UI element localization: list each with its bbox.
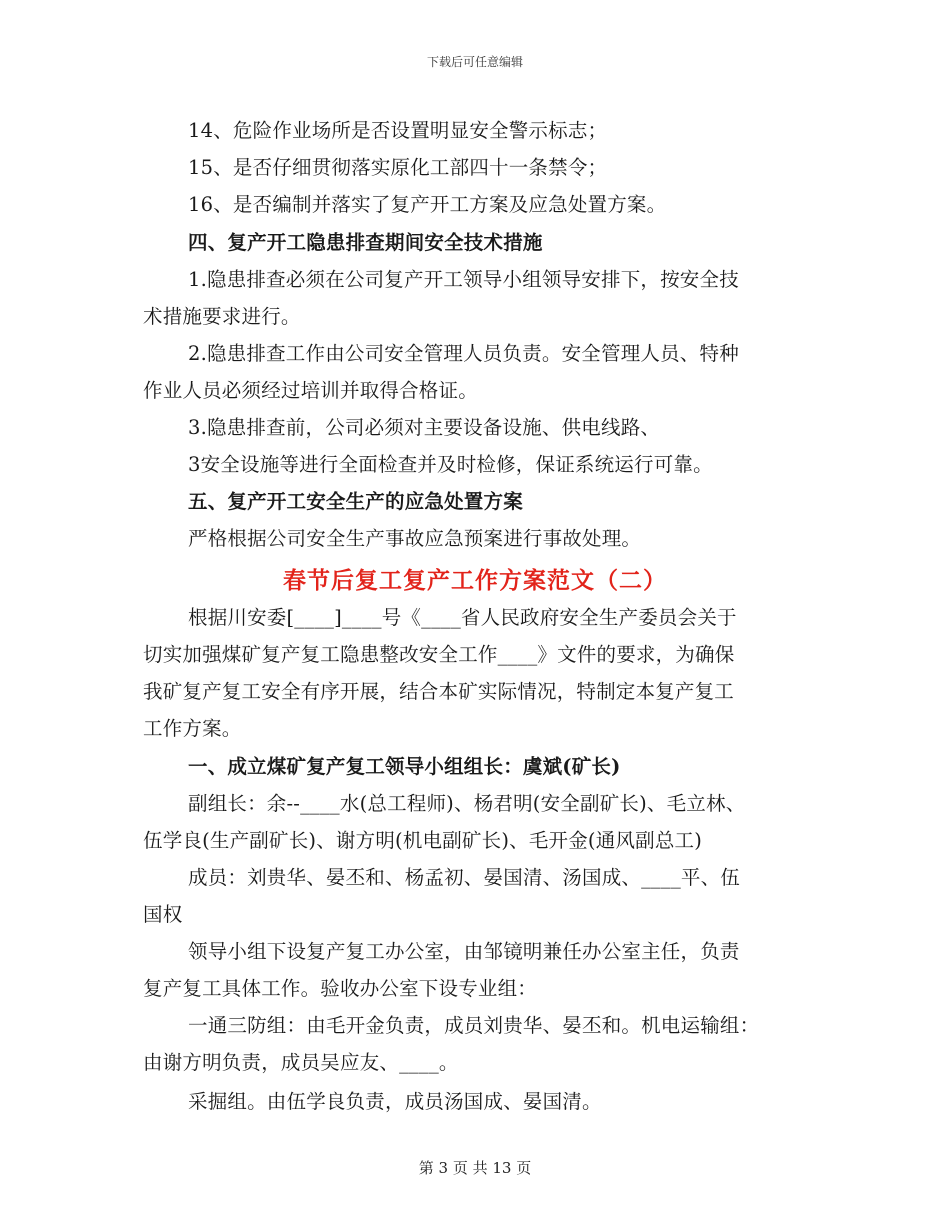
item-15: 15、是否仔细贯彻落实原化工部四十一条禁令；	[188, 156, 608, 179]
header-note: 下载后可任意编辑	[426, 55, 523, 69]
teams-line1: 一通三防组：由毛开金负责，成员刘贵华、晏丕和。机电运输组：	[188, 1014, 760, 1037]
section-four-p1-line2: 术措施要求进行。	[143, 305, 301, 328]
section-four-p3-line1: 3.隐患排查前，公司必须对主要设备设施、供电线路、	[188, 416, 661, 439]
item-14: 14、危险作业场所是否设置明显安全警示标志；	[188, 119, 608, 142]
deputy-line1: 副组长：余--____水(总工程师)、杨君明(安全副矿长)、毛立林、	[188, 792, 746, 815]
section-four-p3-line2: 3安全设施等进行全面检查并及时检修，保证系统运行可靠。	[188, 453, 713, 476]
office-line2: 复产复工具体工作。验收办公室下设专业组：	[143, 977, 538, 1000]
section-four-heading: 四、复产开工隐患排查期间安全技术措施	[188, 231, 543, 254]
intro-line1: 根据川安委[____]____号《____省人民政府安全生产委员会关于	[188, 606, 737, 629]
intro-line2: 切实加强煤矿复产复工隐患整改安全工作____》文件的要求，为确保	[143, 643, 735, 666]
deputy-line2: 伍学良(生产副矿长)、谢方明(机电副矿长)、毛开金(通风副总工)	[143, 829, 703, 852]
teams-line2: 由谢方明负责，成员吴应友、____。	[143, 1051, 459, 1074]
section-four-p2-line1: 2.隐患排查工作由公司安全管理人员负责。安全管理人员、特种	[188, 342, 739, 365]
members-line2: 国权	[143, 903, 183, 926]
group-heading: 一、成立煤矿复产复工领导小组组长：虞斌(矿长)	[188, 755, 621, 778]
office-line1: 领导小组下设复产复工办公室，由邹镜明兼任办公室主任，负责	[188, 940, 740, 963]
intro-line4: 工作方案。	[143, 717, 242, 740]
item-16: 16、是否编制并落实了复产开工方案及应急处置方案。	[188, 193, 667, 216]
intro-line3: 我矿复产复工安全有序开展，结合本矿实际情况，特制定本复产复工	[143, 680, 735, 703]
mining-team: 采掘组。由伍学良负责，成员汤国成、晏国清。	[188, 1090, 602, 1113]
members-line1: 成员：刘贵华、晏丕和、杨孟初、晏国清、汤国成、____平、伍	[188, 866, 741, 889]
section-four-p2-line2: 作业人员必须经过培训并取得合格证。	[143, 379, 478, 402]
section-five-p1: 严格根据公司安全生产事故应急预案进行事故处理。	[188, 527, 642, 550]
section-five-heading: 五、复产开工安全生产的应急处置方案	[188, 490, 523, 513]
document-title: 春节后复工复产工作方案范文（二）	[283, 567, 667, 594]
page-number: 第 3 页 共 13 页	[418, 1159, 532, 1177]
section-four-p1-line1: 1.隐患排查必须在公司复产开工领导小组领导安排下，按安全技	[188, 268, 739, 291]
